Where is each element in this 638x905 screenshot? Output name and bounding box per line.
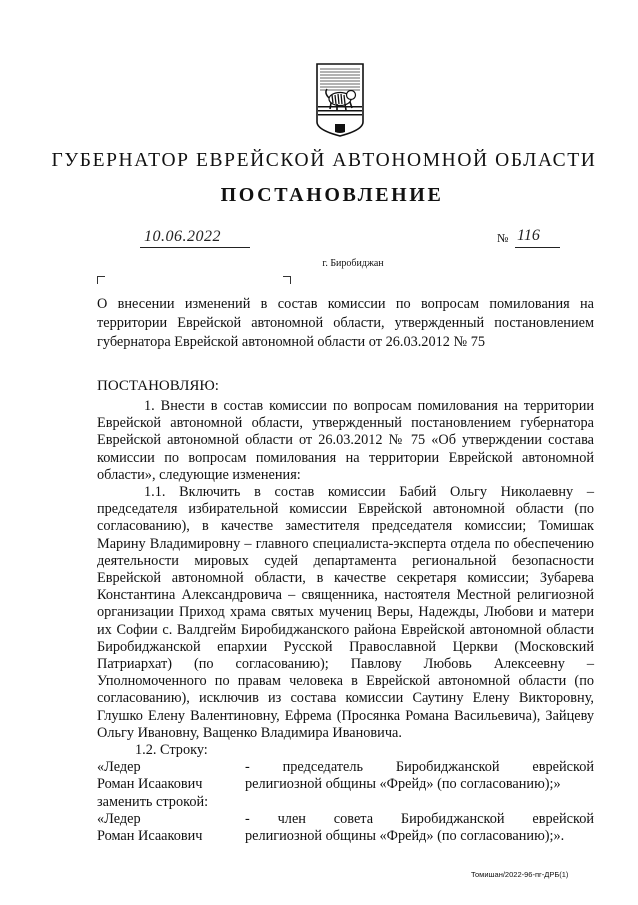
paragraph-1: 1. Внести в состав комиссии по вопросам помилования на территории Еврейской автономной области, утвержденный постановлением губернатора Еврейской автономной области от 26.03.2012 № 75 «Об утверждении состава комиссии по вопросам помилования на территории Еврейской автономной области», следующие изменения: bbox=[97, 398, 594, 483]
replace-label: заменить строкой: bbox=[97, 793, 209, 810]
document-type: ПОСТАНОВЛЕНИЕ bbox=[220, 184, 444, 206]
number-sign: № bbox=[497, 231, 509, 245]
coat-of-arms-icon bbox=[315, 62, 365, 138]
document-subject: О внесении изменений в состав комиссии по вопросам помилования на территории Еврейской автономной области, утвержденный постановлением губернатора Еврейской автономной области от 26.03.2012 № 75 bbox=[97, 296, 594, 350]
new-desc-1: - член совета Биробиджанской еврейской bbox=[245, 810, 594, 827]
old-desc-1: - председатель Биробиджанской еврейской bbox=[245, 759, 594, 776]
number-field bbox=[495, 228, 560, 250]
footer-stamp: Томишан/2022-96-пг-ДРБ(1) bbox=[471, 870, 569, 879]
old-desc-2: религиозной общины «Фрейд» (по согласованию);» bbox=[245, 776, 561, 793]
new-line-row-1 bbox=[97, 811, 594, 828]
paragraph-1-2: 1.2. Строку: bbox=[135, 742, 208, 759]
document-number: 116 bbox=[517, 227, 540, 244]
decree-heading: ПОСТАНОВЛЯЮ: bbox=[97, 378, 219, 394]
document-body bbox=[97, 398, 594, 845]
new-name-1: «Ледер bbox=[97, 810, 141, 827]
document-date: 10.06.2022 bbox=[144, 228, 221, 245]
new-line-row-2 bbox=[97, 828, 594, 845]
governor-title: ГУБЕРНАТОР ЕВРЕЙСКОЙ АВТОНОМНОЙ ОБЛАСТИ bbox=[51, 150, 597, 171]
subject-corner-right bbox=[283, 276, 291, 284]
number-underline bbox=[515, 247, 560, 248]
old-name-2: Роман Исаакович bbox=[97, 776, 203, 793]
place-of-issue: г. Биробиджан bbox=[322, 258, 384, 269]
new-name-2: Роман Исаакович bbox=[97, 828, 203, 845]
paragraph-1-1: 1.1. Включить в состав комиссии Бабий Ольгу Николаевну – председателя избирательной комиссии Еврейской автономной области (по согласованию), в качестве заместителя председателя комиссии; Томишак Марину Владимировну – главного специалиста-эксперта отдела по обеспечению деятельности мировых судей департамента региональной безопасности Еврейской автономной области, в качестве секретаря комиссии; Зубарева Константина Александровича – священника, настоятеля Местной религиозной организации Приход храма святых мучениц Веры, Надежды, Любови и матери их Софии с. Валдгейм Биробиджанского района Еврейской автономной области Биробиджанской епархии Русской Православной Церкви (Московский Патриархат) (по согласованию); Павлову Любовь Алексеевну – Уполномоченного по правам человека в Еврейской автономной области (по согласованию), исключив из состава комиссии Саутину Елену Викторовну, Глушко Елену Валентиновну, Ефрема (Просянка Романа Васильевича), Зайцеву Ольгу Ивановну, Ващенко Владимира Ивановича. bbox=[97, 484, 594, 741]
old-name-1: «Ледер bbox=[97, 759, 141, 776]
date-field bbox=[140, 228, 250, 250]
new-desc-2: религиозной общины «Фрейд» (по согласованию);». bbox=[245, 828, 565, 845]
old-line-row-1 bbox=[97, 759, 594, 776]
date-underline bbox=[140, 247, 250, 248]
old-line-row-2 bbox=[97, 776, 594, 793]
subject-corner-left bbox=[97, 276, 105, 284]
